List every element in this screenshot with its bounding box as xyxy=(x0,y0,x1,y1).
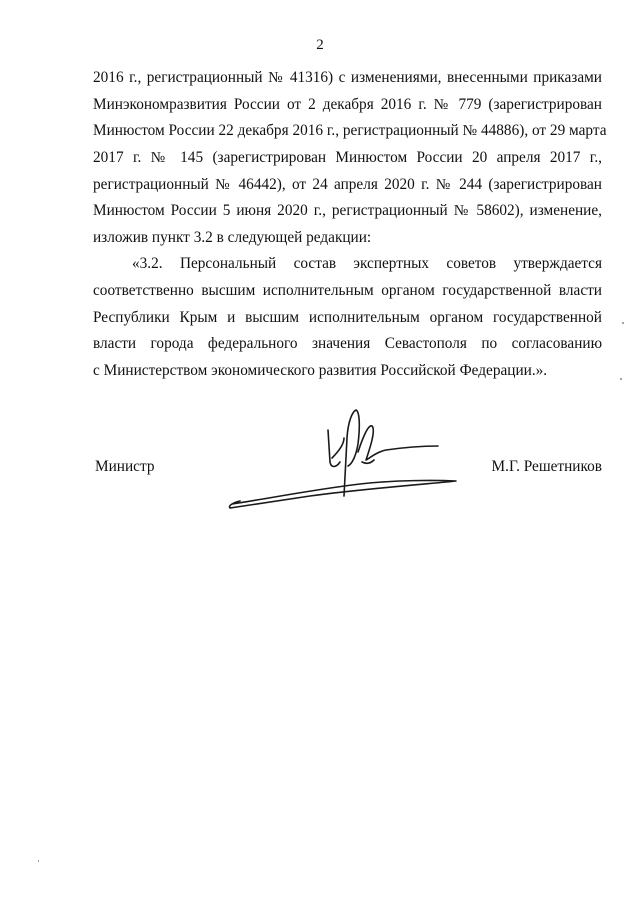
scan-speck xyxy=(620,378,622,380)
quote-line: соответственно высшим исполнительным органом государственной власти xyxy=(93,282,602,299)
body-line: 2016 г., регистрационный № 41316) с изменениями, внесенными приказами xyxy=(93,69,602,86)
page-number: 2 xyxy=(316,37,324,53)
signer-name: М.Г. Решетников xyxy=(491,458,602,475)
body-line: Минюстом России 22 декабря 2016 г., регистрационный № 44886), от 29 марта xyxy=(93,122,607,139)
body-line: Минюстом России 5 июня 2020 г., регистрационный № 58602), изменение, xyxy=(93,202,602,219)
body-line: 2017 г. № 145 (зарегистрирован Минюстом России 20 апреля 2017 г., xyxy=(93,149,602,166)
handwritten-signature xyxy=(220,400,480,520)
body-line: Минэкономразвития России от 2 декабря 2016 г. № 779 (зарегистрирован xyxy=(93,96,602,113)
scan-speck xyxy=(622,322,624,324)
body-line: изложив пункт 3.2 в следующей редакции: xyxy=(93,229,372,246)
body-line: регистрационный № 46442), от 24 апреля 2020 г. № 244 (зарегистрирован xyxy=(93,176,602,193)
scan-speck xyxy=(38,860,39,862)
quote-line: власти города федерального значения Севастополя по согласованию xyxy=(93,335,602,352)
quote-line: с Министерством экономического развития Российской Федерации.». xyxy=(93,362,548,379)
quote-line: «3.2. Персональный состав экспертных советов утверждается xyxy=(132,255,602,272)
quote-line: Республики Крым и высшим исполнительным органом государственной xyxy=(93,309,602,326)
signer-position: Министр xyxy=(95,458,155,475)
